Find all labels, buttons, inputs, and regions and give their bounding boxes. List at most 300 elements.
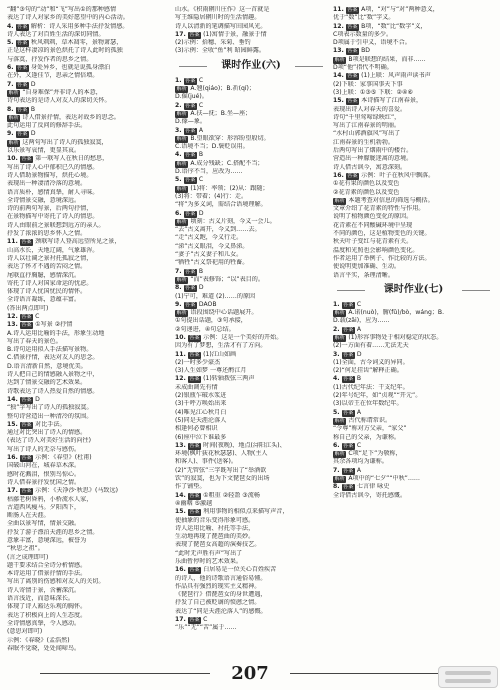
answer-text: 意象丰富，意境深远，被誉为 bbox=[7, 537, 87, 544]
question-number: 3. bbox=[175, 126, 182, 134]
answer-text: 此句运用了反问的修辞手法。 bbox=[7, 122, 87, 130]
answer-text: D bbox=[30, 80, 36, 88]
answer-tag: 答案 bbox=[185, 285, 196, 292]
answer-text: D bbox=[356, 350, 362, 358]
answer-line bbox=[7, 14, 168, 22]
answer-text: 颈联写诗人登高远望所见之景， bbox=[35, 238, 121, 246]
answer-text: (2)“无管弦”三字既写出了“举酒欲 bbox=[175, 466, 267, 474]
answer-text: 语段围绕中心话题展开。 bbox=[190, 309, 258, 317]
answer-text: DAOB bbox=[198, 300, 217, 308]
answer-tag: 答案 bbox=[185, 268, 196, 275]
answer-tag: 答案 bbox=[21, 396, 32, 403]
answer-line bbox=[333, 130, 494, 138]
question-number: 11. bbox=[7, 238, 18, 246]
answer-text: “水村山郭酒旗风”写出了 bbox=[333, 130, 401, 138]
answer-text: (3)示例：全收“鱼”利 昭园鲜露。 bbox=[175, 47, 266, 55]
answer-line bbox=[175, 193, 327, 201]
answer-text: (1)上联：风声雨声读书声 bbox=[361, 72, 431, 80]
answer-text: 称自己的父亲，为谦称。 bbox=[333, 433, 401, 441]
answer-line bbox=[7, 520, 168, 528]
answer-tag: 解析 bbox=[334, 197, 345, 204]
answer-line bbox=[175, 268, 327, 276]
answer-text: 抒发了浓浓的思乡怀人之情。 bbox=[7, 230, 87, 238]
answer-line bbox=[7, 645, 168, 653]
answer-line bbox=[333, 301, 494, 309]
answer-line bbox=[333, 23, 494, 31]
answer-text: 诗人运用比喻、衬托等手法， bbox=[175, 524, 255, 532]
answer-tag: 答案 bbox=[343, 301, 354, 308]
answer-line bbox=[7, 47, 168, 55]
question-number: 10. bbox=[7, 155, 18, 163]
answer-text: C bbox=[356, 441, 362, 449]
answer-line bbox=[175, 541, 327, 549]
answer-text: D bbox=[30, 130, 36, 138]
answer-text: ①花有果的颜色以及变色 bbox=[333, 180, 400, 188]
answer-line bbox=[175, 176, 327, 184]
answer-line bbox=[175, 6, 327, 14]
answer-line bbox=[175, 135, 327, 143]
answer-line bbox=[7, 379, 168, 387]
answer-line bbox=[7, 504, 168, 512]
answer-line bbox=[175, 127, 327, 135]
answer-text: 诗歌表达了诗人热爱自然的情感。 bbox=[7, 387, 99, 395]
question-number: 7. bbox=[333, 466, 340, 474]
answer-line bbox=[333, 483, 494, 491]
question-number: 5. bbox=[175, 176, 182, 184]
answer-tag: 答案 bbox=[347, 7, 358, 13]
answer-text: 写出了诗人心中郁积已久的情感。 bbox=[7, 163, 99, 171]
answer-text: 以乐景写哀情，更显其哀。 bbox=[7, 147, 81, 155]
answer-text: “去”古义离开，今义到……去。 bbox=[175, 226, 261, 234]
question-number: 15. bbox=[175, 508, 186, 516]
answer-tag: 答案 bbox=[189, 492, 200, 499]
answer-line bbox=[333, 375, 494, 383]
answer-text: 其余各项均为谦称。 bbox=[333, 458, 388, 466]
answer-text: 作者运用了举例子、作比较的方法。 bbox=[333, 254, 431, 262]
answer-text: 第一联写人在秋日的愁思， bbox=[35, 155, 109, 163]
answer-line bbox=[7, 562, 168, 570]
answer-text: 与落寞，抒发作者的思乡之情。 bbox=[7, 55, 93, 63]
answer-line bbox=[175, 392, 327, 400]
answer-text: 题干要求结合全诗分析情感。 bbox=[7, 561, 87, 569]
answer-line bbox=[175, 583, 327, 591]
answer-text: 诗人借景抒情，表达对故乡的思念。 bbox=[22, 113, 120, 121]
answer-text: 表现出一种凄清冷落的意境。 bbox=[7, 180, 87, 188]
answer-line bbox=[7, 330, 168, 338]
answer-line bbox=[7, 446, 168, 454]
answer-text: 表现了琵琶女高超的演奏技艺。 bbox=[175, 541, 261, 549]
answer-text: (3)人生如梦 一尊还酹江月 bbox=[175, 367, 247, 375]
answer-line bbox=[333, 434, 494, 442]
answer-text: 秋天叶子变红与花青素有关。 bbox=[333, 238, 413, 246]
answer-text: D项“他”指代不明确。 bbox=[333, 64, 393, 72]
answer-text: A bbox=[356, 325, 362, 333]
answer-line bbox=[333, 155, 494, 163]
answer-tag: 解析 bbox=[176, 110, 187, 117]
answer-tag: 解析 bbox=[334, 56, 345, 63]
answer-tag: 答案 bbox=[347, 48, 358, 55]
answer-line bbox=[175, 417, 327, 425]
answer-line bbox=[7, 612, 168, 620]
answer-line bbox=[7, 139, 168, 147]
answer-text: 诗人由眼前之景联想到远方的亲人。 bbox=[7, 221, 105, 229]
answer-text: 诗句表达的是诗人对友人的深切关怀。 bbox=[7, 97, 111, 105]
answer-text: 感时花溅泪，恨别鸟惊心。 bbox=[7, 470, 81, 478]
answer-text: (3)将：带着；(4)行：走。 bbox=[175, 192, 248, 200]
answer-tag: 答案 bbox=[21, 313, 32, 320]
answer-line bbox=[175, 409, 327, 417]
answer-text: 尾联直抒胸臆，感情深沉。 bbox=[7, 271, 81, 279]
answer-text: (表达了诗人对美好生活的向往) bbox=[7, 437, 91, 445]
answer-text: 饮”的寂寞，也为下文琵琶女的出场 bbox=[175, 475, 270, 483]
answer-tag: 答案 bbox=[185, 210, 196, 217]
answer-line bbox=[7, 23, 168, 31]
answer-text: (3)千呼万唤始出来 bbox=[175, 400, 227, 408]
answer-text: 全诗情感真挚，令人感动。 bbox=[7, 619, 81, 627]
answer-line bbox=[175, 102, 327, 110]
answer-text: B.诗句运用拟人手法描写景物。 bbox=[7, 346, 93, 354]
answer-line bbox=[333, 197, 494, 205]
page-footer bbox=[0, 662, 500, 686]
answer-text: 这两句写出了诗人的孤独寂寞， bbox=[22, 138, 108, 146]
question-number: 14. bbox=[175, 491, 186, 499]
answer-line bbox=[7, 130, 168, 138]
answer-line bbox=[333, 309, 494, 317]
question-number: 12. bbox=[175, 375, 186, 383]
answer-line bbox=[7, 280, 168, 288]
answer-text: (1)全面，古今词义的异同。 bbox=[333, 358, 409, 366]
answer-line bbox=[175, 458, 327, 466]
question-number: 17. bbox=[175, 616, 186, 624]
answer-line bbox=[175, 168, 327, 176]
answer-line bbox=[175, 467, 327, 475]
answer-text: 江南春景的生机勃勃。 bbox=[333, 138, 394, 146]
answer-line bbox=[7, 545, 168, 553]
answer-line bbox=[333, 222, 494, 230]
answer-text: B.望眼欲穿：形容盼望殷切。 bbox=[190, 134, 270, 142]
answer-tag: 答案 bbox=[17, 40, 28, 47]
answer-tag: 解析 bbox=[334, 476, 345, 483]
answer-line bbox=[175, 251, 327, 259]
question-number: 11. bbox=[175, 350, 186, 358]
answer-tag: 解析 bbox=[176, 160, 187, 167]
answer-text: 枯藤老树昏鸦，小桥流水人家， bbox=[7, 495, 93, 503]
watermark-logo bbox=[438, 666, 498, 688]
answer-text: B项是联想的结果，而非…… bbox=[348, 55, 426, 63]
answer-text: A.翘(qiáo)；B.祈(qí)； bbox=[190, 85, 255, 93]
answer-tag: 解析 bbox=[334, 417, 345, 424]
answer-text: “而”表修饰；“以”表目的。 bbox=[190, 275, 264, 283]
answer-text: “独”字写出了诗人的孤独寂寞。 bbox=[7, 404, 93, 412]
answer-text: (1)转轴拨弦三两声 bbox=[203, 375, 255, 383]
answer-text: 诗人以壮阔之景衬托孤寂之情， bbox=[7, 254, 93, 262]
answer-text: A bbox=[356, 408, 362, 416]
answer-text: 表达了诗人对家乡的美好愿望中的内心活动。 bbox=[7, 14, 129, 22]
answer-line bbox=[333, 255, 494, 263]
answer-text: 相逢何必曾相识 bbox=[175, 425, 218, 433]
answer-tag: 答案 bbox=[189, 376, 200, 383]
answer-text: 写出了离别的伤感和对友人的关切。 bbox=[7, 578, 105, 586]
answer-line bbox=[7, 620, 168, 628]
answer-line bbox=[7, 189, 168, 197]
answer-line bbox=[175, 508, 327, 516]
answer-text: “秋思之祖”。 bbox=[7, 545, 44, 553]
answer-text: “此时无声胜有声”写出了 bbox=[175, 549, 243, 557]
answer-line bbox=[333, 230, 494, 238]
answer-text: (1)古代纪年法：干支纪年。 bbox=[333, 383, 409, 391]
answer-text: B bbox=[198, 151, 204, 159]
question-number: 5. bbox=[333, 408, 340, 416]
answer-text: 对比手法。 bbox=[35, 420, 66, 428]
answer-text: (1)宁可，难道 (2)……的原因 bbox=[175, 292, 256, 300]
answer-text: (1)寓情于景，融景于情 bbox=[203, 30, 267, 38]
answer-text: 示例：这是一个美好的开始。 bbox=[203, 333, 283, 341]
answer-text: 未成曲调先有情 bbox=[175, 383, 218, 391]
answer-line bbox=[175, 400, 327, 408]
answer-tag: 答案 bbox=[17, 81, 28, 88]
answer-line bbox=[175, 160, 327, 168]
answer-text: 花青素在不同酸碱环境中呈现 bbox=[333, 221, 413, 229]
answer-text: 全诗借古讽今，寄托感慨。 bbox=[333, 491, 407, 499]
question-number: 17. bbox=[175, 30, 186, 38]
answer-line bbox=[333, 238, 494, 246]
answer-line bbox=[175, 616, 327, 624]
question-number: 13. bbox=[333, 47, 344, 55]
answer-line bbox=[333, 442, 494, 450]
answer-text: A项中的“七夕”“中秋”…… bbox=[348, 475, 421, 483]
answer-tag: 答案 bbox=[343, 442, 354, 449]
answer-line bbox=[7, 213, 168, 221]
answer-line bbox=[7, 413, 168, 421]
answer-text: 乐曲暂停时的艺术效果。 bbox=[175, 558, 243, 565]
answer-text: “将”为多义词，需结合语境理解。 bbox=[175, 201, 267, 209]
answer-text: 本诗运用了借景抒情的手法。 bbox=[7, 570, 87, 578]
answer-line bbox=[175, 39, 327, 47]
question-number: 6. bbox=[7, 64, 14, 72]
answer-tag: 答案 bbox=[185, 177, 196, 184]
answer-text: 《琵琶行》借琵琶女的身世遭遇， bbox=[175, 591, 267, 599]
answer-line bbox=[175, 558, 327, 566]
answer-line bbox=[7, 255, 168, 263]
answer-line bbox=[333, 450, 494, 458]
answer-tag: 解析 bbox=[8, 89, 19, 96]
answer-line bbox=[333, 6, 494, 14]
answer-text: 利用事物的相似点来描写声音， bbox=[203, 508, 289, 516]
question-number: 4. bbox=[7, 22, 14, 30]
answer-line bbox=[175, 309, 327, 317]
answer-line bbox=[175, 359, 327, 367]
answer-tag: 答案 bbox=[343, 351, 354, 358]
question-number: 6. bbox=[333, 441, 340, 449]
answer-line bbox=[7, 587, 168, 595]
answer-text: D bbox=[198, 209, 204, 217]
answer-line bbox=[333, 31, 494, 39]
answer-line bbox=[175, 525, 327, 533]
answer-text: 解析：诗人采用多种手法抒发情感。 bbox=[30, 22, 129, 30]
answer-text: B bbox=[198, 267, 204, 275]
answer-line bbox=[175, 93, 327, 101]
answer-text: 的诗人，他的诗歌语言通俗易懂。 bbox=[175, 574, 267, 582]
question-number: 6. bbox=[175, 209, 182, 217]
answer-line bbox=[7, 247, 168, 255]
answer-text: 国破山河在，城春草木深。 bbox=[7, 462, 81, 470]
answer-line bbox=[7, 537, 168, 545]
answer-text: D.语言清新自然，意境优美。 bbox=[7, 362, 87, 370]
answer-line bbox=[7, 363, 168, 371]
section-title: 课时作业(六) bbox=[175, 58, 327, 74]
answer-text: (2)一时多少豪杰 bbox=[175, 358, 221, 366]
answer-tag: 答案 bbox=[21, 156, 32, 163]
question-number: 12. bbox=[7, 312, 18, 320]
answer-text: 后两句写出了烟雨中的楼台。 bbox=[333, 147, 413, 155]
answer-line bbox=[175, 317, 327, 325]
answer-line bbox=[7, 479, 168, 487]
answer-line bbox=[175, 500, 327, 508]
answer-line bbox=[333, 106, 494, 114]
answer-text: 使说明更加准确、生动。 bbox=[333, 263, 401, 271]
answer-line bbox=[333, 39, 494, 47]
question-number: 13. bbox=[7, 321, 18, 329]
answer-text: 作了铺垫。 bbox=[175, 483, 206, 491]
question-number: 1. bbox=[175, 76, 182, 84]
answer-line bbox=[7, 388, 168, 396]
question-number: 9. bbox=[7, 130, 14, 138]
answer-text: “令尊”称对方父亲，“家父” bbox=[333, 425, 407, 433]
answer-line bbox=[7, 155, 168, 163]
answer-text: 体现了诗人豁达乐观的胸怀。 bbox=[7, 603, 87, 611]
answer-line bbox=[175, 185, 327, 193]
answer-line bbox=[175, 31, 327, 39]
question-number: 16. bbox=[7, 454, 18, 462]
answer-line bbox=[175, 143, 327, 151]
answer-line bbox=[7, 313, 168, 321]
answer-tag: 答案 bbox=[343, 467, 354, 474]
answer-text: 表达了怀才不遇的苦闷之情。 bbox=[7, 263, 87, 271]
answer-text: 使抽象的音乐变得形象可感。 bbox=[175, 516, 255, 524]
answer-text: 诗人借古讽今，寓意深刻。 bbox=[333, 163, 407, 171]
answer-line bbox=[333, 467, 494, 475]
question-number: 14. bbox=[333, 72, 344, 80]
answer-text: 环境(枫叶荻花秋瑟瑟)、人物(主人 bbox=[175, 450, 268, 458]
answer-text: 示例：《春望》(杜甫) bbox=[35, 454, 92, 462]
answer-line bbox=[175, 475, 327, 483]
answer-line bbox=[175, 334, 327, 342]
answer-line bbox=[175, 342, 327, 350]
answer-text: 山水。《积雨辋川庄作》这一首就是 bbox=[175, 6, 270, 13]
answer-text: 全诗语言凝练，意蕴丰富。 bbox=[7, 296, 81, 304]
answer-text: 古代称谓常识。 bbox=[348, 416, 392, 424]
answer-text: (2)下联：家事国事天下事 bbox=[333, 80, 403, 88]
answer-line bbox=[7, 454, 168, 462]
answer-line bbox=[7, 396, 168, 404]
answer-tag: 解析 bbox=[334, 310, 345, 317]
answer-text: 生动地再现了琵琶曲的美妙。 bbox=[175, 533, 255, 541]
answer-tag: 答案 bbox=[343, 376, 354, 383]
answer-line bbox=[333, 205, 494, 213]
answer-tag: 答案 bbox=[189, 617, 200, 624]
question-number: 5. bbox=[7, 39, 14, 47]
answer-text: 示例：《天净沙·秋思》(马致远) bbox=[35, 487, 118, 495]
answer-text: 通过对比突出了诗人的情感。 bbox=[7, 429, 87, 437]
answer-line bbox=[7, 437, 168, 445]
answer-line bbox=[333, 147, 494, 155]
answer-line bbox=[7, 296, 168, 304]
answer-text: B bbox=[356, 375, 362, 383]
answer-line bbox=[7, 147, 168, 155]
answer-line bbox=[333, 317, 494, 325]
question-number: 12. bbox=[333, 22, 344, 30]
answer-line bbox=[333, 384, 494, 392]
answer-text: 诗人以清新的笔调描写田园风光。 bbox=[175, 22, 267, 30]
answer-line bbox=[333, 247, 494, 255]
answer-text: “乐”“无”“苦”属于…… bbox=[175, 624, 237, 632]
answer-column-right bbox=[333, 6, 494, 658]
answer-text: 语言质朴，感情真挚，耐人寻味。 bbox=[7, 188, 99, 196]
answer-text: 断肠人在天涯。 bbox=[7, 512, 50, 520]
answer-text: 正是这样凄凉的景色烘托了诗人此时的孤独 bbox=[7, 47, 123, 55]
answer-line bbox=[333, 64, 494, 72]
answer-tag: 答案 bbox=[343, 409, 354, 416]
answer-text: C bbox=[203, 616, 208, 624]
answer-line bbox=[7, 272, 168, 280]
answer-line bbox=[7, 197, 168, 205]
question-number: 8. bbox=[333, 483, 340, 491]
answer-text: 时间(夜晚)、地点(浔阳江头)、 bbox=[203, 441, 286, 449]
answer-text: “妻子”古义妻子和儿女。 bbox=[175, 251, 243, 259]
answer-text: (言之成理即可) bbox=[7, 553, 49, 561]
answer-line bbox=[175, 591, 327, 599]
answer-line bbox=[333, 263, 494, 271]
question-number: 3. bbox=[333, 350, 340, 358]
answer-line bbox=[333, 89, 494, 97]
question-number: 14. bbox=[7, 395, 18, 403]
answer-text: C.语境不当；D.褒贬误用。 bbox=[175, 143, 249, 151]
answer-line bbox=[7, 106, 168, 114]
answer-line bbox=[7, 637, 168, 645]
answer-text: A.诗人运用比喻的手法，形象生动地 bbox=[7, 329, 105, 337]
answer-line bbox=[333, 272, 494, 280]
answer-tag: 答案 bbox=[21, 421, 32, 428]
answer-line bbox=[175, 550, 327, 558]
answer-text: 诗人把自己的情感融入景物之中， bbox=[7, 371, 99, 379]
answer-text: ①粗重 ②轻盈 ③流畅 bbox=[203, 491, 260, 499]
question-number: 7. bbox=[7, 80, 14, 88]
answer-line bbox=[333, 180, 494, 188]
answer-text: 体现了诗人忧国忧民的情怀。 bbox=[7, 288, 87, 296]
answer-text: (2)年号纪年，如“贞观”“开元”。 bbox=[333, 392, 422, 400]
answer-tag: 答案 bbox=[17, 65, 28, 72]
answer-line bbox=[175, 201, 327, 209]
answer-tag: 答案 bbox=[17, 23, 28, 30]
answer-text: ④幽咽 ⑤激越 bbox=[175, 499, 213, 507]
answer-line bbox=[175, 284, 327, 292]
answer-text: A.成分残缺；C.搭配不当； bbox=[190, 159, 264, 167]
answer-text: 抒发了自己被贬谪的愤懑之情。 bbox=[175, 599, 261, 607]
answer-tag: 答案 bbox=[185, 152, 196, 159]
answer-line bbox=[175, 301, 327, 309]
answer-tag: 解析 bbox=[176, 86, 187, 93]
answer-text: 在景物描写中寄托了诗人的情思。 bbox=[7, 213, 99, 221]
answer-line bbox=[333, 81, 494, 89]
answer-line bbox=[7, 205, 168, 213]
answer-line bbox=[7, 72, 168, 80]
answer-line bbox=[7, 578, 168, 586]
answer-tag: 答案 bbox=[185, 301, 196, 308]
answer-line bbox=[175, 425, 327, 433]
question-number: 17. bbox=[7, 487, 18, 495]
answer-text: ①句提出话题，③句承接， bbox=[175, 317, 247, 325]
answer-line bbox=[175, 450, 327, 458]
